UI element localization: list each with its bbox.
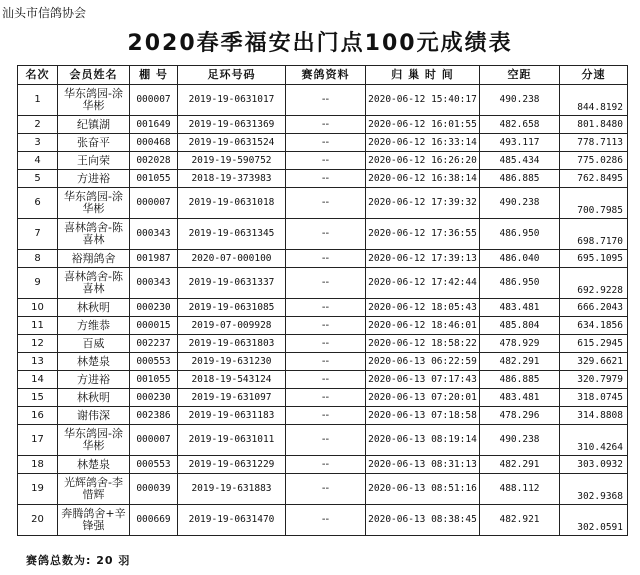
table-row [18, 456, 628, 474]
cell-member-name: 谢伟深 [58, 407, 130, 425]
header-rank: 名次 [18, 66, 58, 85]
cell-rank: 18 [18, 456, 58, 474]
cell-speed: 666.2043 [560, 299, 628, 317]
cell-speed: 762.8495 [560, 170, 628, 188]
cell-distance: 490.238 [480, 85, 560, 116]
cell-speed: 700.7985 [560, 188, 628, 219]
cell-member-name: 林秋明 [58, 389, 130, 407]
table-row [18, 250, 628, 268]
cell-member-name: 喜林鸽舍-陈喜林 [58, 219, 130, 250]
cell-rank: 8 [18, 250, 58, 268]
cell-distance: 493.117 [480, 134, 560, 152]
table-row [18, 407, 628, 425]
cell-loft-number: 001055 [130, 371, 178, 389]
cell-member-name: 林楚泉 [58, 353, 130, 371]
cell-rank: 5 [18, 170, 58, 188]
cell-pigeon-info: -- [286, 389, 366, 407]
cell-arrival-time: 2020-06-12 16:38:14 [366, 170, 480, 188]
cell-pigeon-info: -- [286, 116, 366, 134]
cell-loft-number: 000007 [130, 425, 178, 456]
cell-rank: 7 [18, 219, 58, 250]
cell-ring-number: 2019-19-631883 [178, 474, 286, 505]
cell-ring-number: 2018-19-373983 [178, 170, 286, 188]
table-row [18, 134, 628, 152]
table-row [18, 188, 628, 219]
cell-speed: 302.0591 [560, 505, 628, 536]
table-row [18, 317, 628, 335]
cell-distance: 483.481 [480, 389, 560, 407]
cell-distance: 482.291 [480, 353, 560, 371]
cell-speed: 775.0286 [560, 152, 628, 170]
table-row [18, 474, 628, 505]
header-loft-number: 棚 号 [130, 66, 178, 85]
cell-member-name: 王向荣 [58, 152, 130, 170]
cell-loft-number: 000230 [130, 389, 178, 407]
cell-arrival-time: 2020-06-12 17:36:55 [366, 219, 480, 250]
cell-pigeon-info: -- [286, 85, 366, 116]
cell-rank: 19 [18, 474, 58, 505]
cell-speed: 615.2945 [560, 335, 628, 353]
cell-pigeon-info: -- [286, 268, 366, 299]
cell-pigeon-info: -- [286, 317, 366, 335]
cell-rank: 1 [18, 85, 58, 116]
table-row [18, 353, 628, 371]
cell-loft-number: 000007 [130, 85, 178, 116]
cell-member-name: 方进裕 [58, 170, 130, 188]
cell-speed: 801.8480 [560, 116, 628, 134]
cell-loft-number: 000015 [130, 317, 178, 335]
header-pigeon-info: 赛鸽资料 [286, 66, 366, 85]
cell-ring-number: 2019-19-0631470 [178, 505, 286, 536]
cell-distance: 486.885 [480, 170, 560, 188]
cell-pigeon-info: -- [286, 134, 366, 152]
cell-loft-number: 000669 [130, 505, 178, 536]
cell-distance: 482.921 [480, 505, 560, 536]
table-row [18, 371, 628, 389]
cell-ring-number: 2019-19-0631345 [178, 219, 286, 250]
table-row [18, 116, 628, 134]
cell-rank: 13 [18, 353, 58, 371]
cell-distance: 488.112 [480, 474, 560, 505]
cell-arrival-time: 2020-06-12 18:05:43 [366, 299, 480, 317]
cell-ring-number: 2019-19-0631803 [178, 335, 286, 353]
cell-distance: 486.950 [480, 219, 560, 250]
results-table [17, 65, 628, 536]
cell-ring-number: 2019-19-0631085 [178, 299, 286, 317]
cell-ring-number: 2019-19-0631524 [178, 134, 286, 152]
cell-member-name: 百威 [58, 335, 130, 353]
cell-member-name: 裕翔鸽舍 [58, 250, 130, 268]
cell-pigeon-info: -- [286, 188, 366, 219]
cell-arrival-time: 2020-06-12 17:39:32 [366, 188, 480, 219]
cell-rank: 3 [18, 134, 58, 152]
cell-arrival-time: 2020-06-12 18:58:22 [366, 335, 480, 353]
table-header-row [18, 66, 628, 85]
table-row [18, 170, 628, 188]
cell-speed: 634.1856 [560, 317, 628, 335]
cell-arrival-time: 2020-06-12 18:46:01 [366, 317, 480, 335]
cell-loft-number: 000343 [130, 219, 178, 250]
cell-rank: 15 [18, 389, 58, 407]
cell-distance: 478.929 [480, 335, 560, 353]
cell-loft-number: 000553 [130, 456, 178, 474]
cell-pigeon-info: -- [286, 335, 366, 353]
cell-arrival-time: 2020-06-13 06:22:59 [366, 353, 480, 371]
cell-rank: 12 [18, 335, 58, 353]
cell-loft-number: 001055 [130, 170, 178, 188]
cell-ring-number: 2019-19-631230 [178, 353, 286, 371]
cell-distance: 478.296 [480, 407, 560, 425]
cell-member-name: 华东鸽园-涂华彬 [58, 425, 130, 456]
cell-rank: 16 [18, 407, 58, 425]
cell-rank: 6 [18, 188, 58, 219]
cell-distance: 483.481 [480, 299, 560, 317]
cell-pigeon-info: -- [286, 353, 366, 371]
cell-loft-number: 000039 [130, 474, 178, 505]
cell-speed: 314.8808 [560, 407, 628, 425]
header-ring-number: 足环号码 [178, 66, 286, 85]
cell-pigeon-info: -- [286, 170, 366, 188]
cell-member-name: 喜林鸽舍-陈喜林 [58, 268, 130, 299]
cell-speed: 698.7170 [560, 219, 628, 250]
cell-distance: 485.804 [480, 317, 560, 335]
cell-ring-number: 2019-19-0631018 [178, 188, 286, 219]
cell-loft-number: 001649 [130, 116, 178, 134]
cell-distance: 490.238 [480, 425, 560, 456]
cell-member-name: 林秋明 [58, 299, 130, 317]
header-distance: 空距 [480, 66, 560, 85]
total-pigeons-count: 赛鸽总数为: 20 羽 [26, 554, 131, 567]
table-row [18, 219, 628, 250]
cell-arrival-time: 2020-06-13 08:51:16 [366, 474, 480, 505]
cell-speed: 329.6621 [560, 353, 628, 371]
cell-arrival-time: 2020-06-13 07:18:58 [366, 407, 480, 425]
cell-pigeon-info: -- [286, 152, 366, 170]
cell-ring-number: 2019-19-0631229 [178, 456, 286, 474]
results-body [18, 85, 628, 536]
table-row [18, 152, 628, 170]
table-row [18, 425, 628, 456]
cell-loft-number: 000468 [130, 134, 178, 152]
table-row [18, 299, 628, 317]
cell-loft-number: 002028 [130, 152, 178, 170]
cell-speed: 302.9368 [560, 474, 628, 505]
cell-rank: 10 [18, 299, 58, 317]
cell-ring-number: 2020-07-000100 [178, 250, 286, 268]
cell-rank: 17 [18, 425, 58, 456]
cell-distance: 485.434 [480, 152, 560, 170]
cell-speed: 778.7113 [560, 134, 628, 152]
cell-distance: 490.238 [480, 188, 560, 219]
cell-pigeon-info: -- [286, 474, 366, 505]
page-title: 2020春季福安出门点100元成绩表 [127, 31, 513, 56]
cell-pigeon-info: -- [286, 371, 366, 389]
cell-arrival-time: 2020-06-12 15:40:17 [366, 85, 480, 116]
cell-arrival-time: 2020-06-12 16:01:55 [366, 116, 480, 134]
cell-rank: 4 [18, 152, 58, 170]
cell-pigeon-info: -- [286, 299, 366, 317]
cell-arrival-time: 2020-06-12 17:42:44 [366, 268, 480, 299]
cell-member-name: 华东鸽园-涂华彬 [58, 85, 130, 116]
cell-arrival-time: 2020-06-13 08:19:14 [366, 425, 480, 456]
cell-member-name: 奔腾鸽舍+辛锋强 [58, 505, 130, 536]
cell-arrival-time: 2020-06-13 07:20:01 [366, 389, 480, 407]
cell-loft-number: 002237 [130, 335, 178, 353]
cell-distance: 486.040 [480, 250, 560, 268]
table-row [18, 335, 628, 353]
cell-speed: 318.0745 [560, 389, 628, 407]
cell-ring-number: 2019-19-631097 [178, 389, 286, 407]
cell-ring-number: 2018-19-543124 [178, 371, 286, 389]
cell-speed: 695.1095 [560, 250, 628, 268]
cell-member-name: 方进裕 [58, 371, 130, 389]
cell-distance: 482.291 [480, 456, 560, 474]
cell-pigeon-info: -- [286, 505, 366, 536]
cell-speed: 692.9228 [560, 268, 628, 299]
cell-loft-number: 000007 [130, 188, 178, 219]
cell-ring-number: 2019-19-0631011 [178, 425, 286, 456]
table-row [18, 505, 628, 536]
cell-ring-number: 2019-19-0631017 [178, 85, 286, 116]
cell-pigeon-info: -- [286, 407, 366, 425]
cell-pigeon-info: -- [286, 425, 366, 456]
cell-pigeon-info: -- [286, 456, 366, 474]
cell-pigeon-info: -- [286, 219, 366, 250]
cell-member-name: 华东鸽园-涂华彬 [58, 188, 130, 219]
cell-speed: 303.0932 [560, 456, 628, 474]
cell-loft-number: 000230 [130, 299, 178, 317]
cell-rank: 9 [18, 268, 58, 299]
cell-speed: 844.8192 [560, 85, 628, 116]
cell-ring-number: 2019-07-009928 [178, 317, 286, 335]
cell-distance: 486.950 [480, 268, 560, 299]
cell-member-name: 光辉鸽舍-李惜辉 [58, 474, 130, 505]
cell-rank: 14 [18, 371, 58, 389]
cell-loft-number: 000343 [130, 268, 178, 299]
cell-ring-number: 2019-19-0631337 [178, 268, 286, 299]
cell-rank: 11 [18, 317, 58, 335]
header-arrival-time: 归 巢 时 间 [366, 66, 480, 85]
cell-loft-number: 002386 [130, 407, 178, 425]
cell-arrival-time: 2020-06-13 08:38:45 [366, 505, 480, 536]
cell-ring-number: 2019-19-0631183 [178, 407, 286, 425]
cell-distance: 486.885 [480, 371, 560, 389]
cell-member-name: 张奋平 [58, 134, 130, 152]
cell-loft-number: 000553 [130, 353, 178, 371]
cell-arrival-time: 2020-06-13 08:31:13 [366, 456, 480, 474]
cell-arrival-time: 2020-06-13 07:17:43 [366, 371, 480, 389]
table-row [18, 85, 628, 116]
cell-member-name: 纪镇湖 [58, 116, 130, 134]
cell-arrival-time: 2020-06-12 16:26:20 [366, 152, 480, 170]
cell-ring-number: 2019-19-590752 [178, 152, 286, 170]
cell-loft-number: 001987 [130, 250, 178, 268]
cell-rank: 2 [18, 116, 58, 134]
table-row [18, 389, 628, 407]
cell-member-name: 方维恭 [58, 317, 130, 335]
header-speed: 分速 [560, 66, 628, 85]
cell-speed: 310.4264 [560, 425, 628, 456]
cell-arrival-time: 2020-06-12 16:33:14 [366, 134, 480, 152]
table-row [18, 268, 628, 299]
cell-arrival-time: 2020-06-12 17:39:13 [366, 250, 480, 268]
header-member-name: 会员姓名 [58, 66, 130, 85]
cell-ring-number: 2019-19-0631369 [178, 116, 286, 134]
organization-name: 汕头市信鸽协会 [2, 6, 87, 20]
cell-distance: 482.658 [480, 116, 560, 134]
cell-pigeon-info: -- [286, 250, 366, 268]
cell-rank: 20 [18, 505, 58, 536]
cell-member-name: 林楚泉 [58, 456, 130, 474]
cell-speed: 320.7979 [560, 371, 628, 389]
